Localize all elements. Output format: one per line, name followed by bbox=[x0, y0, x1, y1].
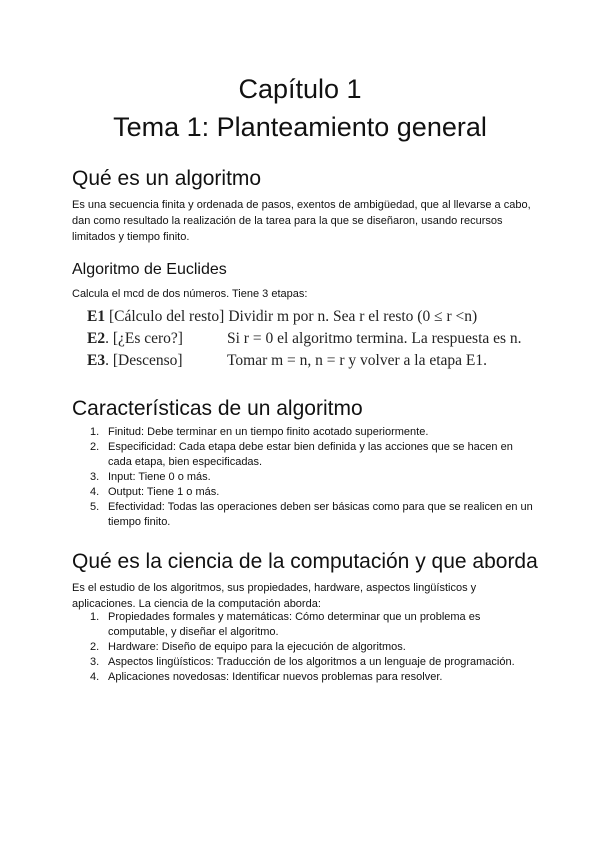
list-item: 2. Especificidad: Cada etapa debe estar bien definida y las acciones que se hacen en cada etapa, bien especificadas. bbox=[90, 441, 513, 468]
list-item: 4. Output: Tiene 1 o más. bbox=[90, 486, 220, 498]
heading-que-es-algoritmo: Qué es un algoritmo bbox=[72, 167, 262, 190]
step-name: . [Descenso] bbox=[105, 352, 183, 369]
step-code: E2 bbox=[87, 330, 106, 347]
step-label bbox=[87, 328, 183, 350]
step-name: . [¿Es cero?] bbox=[105, 330, 183, 347]
euclid-step bbox=[87, 328, 537, 350]
chapter-title: Capítulo 1 bbox=[238, 74, 362, 104]
step-code: E1 bbox=[87, 308, 106, 325]
heading-caracteristicas: Características de un algoritmo bbox=[72, 397, 363, 420]
step-label bbox=[87, 350, 183, 372]
list-item: 1. Finitud: Debe terminar en un tiempo finito acotado superiormente. bbox=[90, 426, 429, 438]
list-ciencia bbox=[72, 610, 534, 685]
step-name: [Cálculo del resto] bbox=[105, 308, 225, 325]
list-item: 1. Propiedades formales y matemáticas: Cómo determinar que un problema es computable, y diseñar el algoritmo. bbox=[90, 611, 481, 638]
list-item: 3. Aspectos lingüísticos: Traducción de los algoritmos a un lenguaje de programación. bbox=[90, 656, 515, 668]
paragraph-definicion: Es una secuencia finita y ordenada de pasos, exentos de ambigüedad, que al llevarse a cabo, dan como resultado la realización de la tarea para la que se diseñaron, usando recursos limitados y tiempo finito. bbox=[72, 199, 531, 243]
step-description: Tomar m = n, n = r y volver a la etapa E1. bbox=[227, 352, 488, 369]
euclid-step bbox=[87, 306, 537, 328]
euclid-steps bbox=[87, 306, 537, 372]
step-description: Dividir m por n. Sea r el resto (0 ≤ r <n) bbox=[228, 308, 478, 325]
paragraph-euclides-intro: Calcula el mcd de dos números. Tiene 3 etapas: bbox=[72, 288, 308, 300]
euclid-step bbox=[87, 350, 537, 372]
list-item: 3. Input: Tiene 0 o más. bbox=[90, 471, 211, 483]
list-item: 5. Efectividad: Todas las operaciones deben ser básicas como para que se realicen en un tiempo finito. bbox=[90, 501, 533, 528]
step-label bbox=[87, 308, 224, 325]
list-caracteristicas bbox=[72, 425, 534, 530]
step-description: Si r = 0 el algoritmo termina. La respuesta es n. bbox=[227, 330, 522, 347]
list-item: 4. Aplicaciones novedosas: Identificar nuevos problemas para resolver. bbox=[90, 671, 443, 683]
tema-title: Tema 1: Planteamiento general bbox=[113, 112, 487, 142]
paragraph-ciencia-intro: Es el estudio de los algoritmos, sus propiedades, hardware, aspectos lingüísticos y aplicaciones. La ciencia de la computación aborda: bbox=[72, 582, 477, 610]
list-item: 2. Hardware: Diseño de equipo para la ejecución de algoritmos. bbox=[90, 641, 406, 653]
heading-algoritmo-euclides: Algoritmo de Euclides bbox=[72, 261, 227, 278]
step-code: E3 bbox=[87, 352, 106, 369]
heading-ciencia-computacion: Qué es la ciencia de la computación y que aborda bbox=[72, 550, 538, 573]
